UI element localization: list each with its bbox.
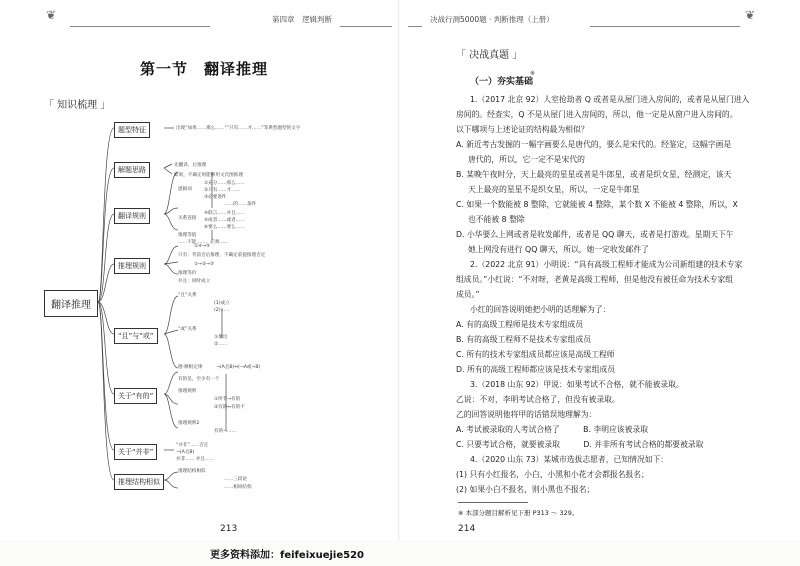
branch-note: ②…… bbox=[214, 342, 228, 347]
text-line: C. 所有的技术专家组成员都应该是高级工程师 bbox=[456, 350, 615, 359]
text-line: (2) 如果小白不报名，则小黑也不报名； bbox=[456, 485, 595, 494]
text-line: B. 某晚午夜时分，天上最亮的星星或者是牛郎星，或者是织女星，经测定，该天 bbox=[456, 170, 732, 179]
branch-structure-similarity: 推理结构相似 bbox=[114, 474, 164, 490]
branch-note: ②只有……才…… bbox=[204, 188, 241, 193]
branch-note: 关系连接 bbox=[178, 216, 197, 221]
branch-solving-ideas: 解题思路 bbox=[114, 162, 150, 178]
text-line: A. 有的高级工程师是技术专家组成员 bbox=[456, 320, 584, 329]
branch-note: “或”关系 bbox=[178, 327, 197, 332]
branch-note: 德·摩根定律 bbox=[178, 365, 203, 370]
section-title: 第一节 翻译推理 bbox=[140, 60, 269, 78]
branch-note: ①④→⑤ bbox=[194, 244, 211, 249]
branch-note: 推理等值 bbox=[178, 233, 197, 238]
text-line: 唐代的，所以，它一定不是宋代的 bbox=[468, 155, 585, 164]
header-rule bbox=[70, 26, 210, 27]
branch-note: 出现“如果……那么……”“只有……才……”等典型题型的文字 bbox=[176, 126, 301, 131]
text-line: 1.（2017 北京 92）人室抢劫者 Q 或者是从屋门进入房间的，或者是从屋门进入 bbox=[470, 95, 750, 104]
text-line: D. 小华要么上网或者是收发邮件，或者是 QQ 聊天，或者是打游戏。星期天下午 bbox=[456, 230, 734, 239]
branch-about-not: 关于“并非” bbox=[114, 444, 157, 460]
branch-note: 逻辑词 bbox=[178, 187, 192, 192]
header-rule bbox=[408, 26, 422, 27]
branch-note: 并非…… 并且…… bbox=[176, 457, 215, 462]
branch-note: ①→②→③ bbox=[194, 262, 215, 267]
branch-note: 并且：同时成立 bbox=[178, 279, 211, 284]
leaf-ornament-icon: ❦ bbox=[745, 8, 756, 22]
branch-note: ¬(A且B) bbox=[176, 450, 195, 455]
branch-and-or: “且”与“或” bbox=[114, 328, 158, 344]
branch-note: “并非”……否定 bbox=[176, 443, 209, 448]
text-line: A. 考试被录取的人考试合格了 B. 李明应该被录取 bbox=[456, 425, 648, 434]
text-line: 4.（2020 山东 73）某城市选拔志愿者，已知情况如下： bbox=[470, 455, 669, 464]
branch-note: ①所有→有的 bbox=[214, 397, 241, 402]
branch-translation-rules: 翻译规则 bbox=[114, 208, 150, 224]
footnote: ※ 本部分题目解析见下册 P313 ～ 329。 bbox=[458, 509, 579, 517]
branch-note: ①推出 bbox=[214, 335, 228, 340]
text-line: 她上网没有进行 QQ 聊天，所以，她一定收发邮件了 bbox=[468, 245, 649, 254]
branch-note: ……相同结构 bbox=[224, 485, 252, 490]
branch-question-features: 题型特征 bbox=[114, 122, 150, 138]
footnote-marker-icon: ※ bbox=[530, 70, 536, 77]
text-line: (1) 只有小红报名，小白、小黑和小花才会都报名报名； bbox=[456, 470, 649, 479]
branch-note: ⑥要么……要么…… bbox=[204, 225, 245, 230]
branch-note: ②有的↔有的不 bbox=[214, 405, 245, 410]
text-line: 天上最亮的星星不是织女星，所以，一定是牛郎星 bbox=[468, 185, 640, 194]
header-rule bbox=[590, 26, 740, 27]
left-page bbox=[0, 0, 400, 540]
text-line: 2.（2022 北京 91）小明说：“具有高级工程师才能成为公司新组建的技术专家 bbox=[470, 260, 743, 269]
header-rule bbox=[340, 26, 392, 27]
text-line: 也不能被 8 整除 bbox=[468, 215, 525, 224]
text-line: 3.（2018 山东 92）甲说：如果考试不合格，就不能被录取。 bbox=[470, 380, 684, 389]
text-line: C. 只要考试合格，就要被录取 D. 并非所有考试合格的都要被录取 bbox=[456, 440, 704, 449]
mind-map bbox=[44, 112, 388, 502]
footnote-rule bbox=[458, 502, 528, 503]
left-header: 第四章 逻辑判断 bbox=[272, 15, 332, 24]
branch-note: ①充分……那么…… bbox=[204, 181, 245, 186]
branch-note: 只有：肯前否后推理，不确定前提推理否定 bbox=[178, 253, 266, 258]
branch-note: (1)成立 bbox=[214, 301, 230, 306]
branch-note: ⑤或者……或者…… bbox=[204, 218, 245, 223]
text-line: 组成员。”小红说：“不对呀，老黄是高级工程师，但是他没有被任命为技术专家组 bbox=[456, 275, 734, 284]
branch-note: ……三段论 bbox=[224, 477, 247, 482]
branch-note: “且”关系 bbox=[178, 293, 197, 298]
text-line: 乙的回答说明他将甲的话错误地理解为： bbox=[456, 410, 597, 419]
text-line: 房间的。经查实，Q 不是从屋门进入房间的，所以，他一定是从窗户进入房间的。 bbox=[456, 110, 738, 119]
branch-note: ……不能……，必须…… bbox=[178, 240, 229, 245]
branch-note: (2)…… bbox=[214, 308, 230, 313]
branch-note: 先翻译，后推理 bbox=[174, 163, 207, 168]
text-line: 成员。” bbox=[456, 290, 480, 299]
page-number: 213 bbox=[220, 524, 238, 534]
branch-note: ……的……条件 bbox=[224, 202, 257, 207]
branch-note: ¬(A且B)⇔(¬A或¬B) bbox=[216, 365, 261, 370]
page-number: 214 bbox=[458, 524, 476, 534]
branch-about-some: 关于“有的” bbox=[114, 388, 157, 404]
branch-note: ④联言……并且…… bbox=[204, 211, 245, 216]
leaf-ornament-icon: ❦ bbox=[46, 8, 57, 22]
branch-note: 推理结构相似 bbox=[178, 469, 206, 474]
text-line: 以下哪项与上述论证的结构最为相似？ bbox=[456, 125, 589, 134]
branch-note: 如果，不确定时能够用文氏图推理 bbox=[174, 173, 243, 178]
text-line: 乙说：不对，李明考试合格了，但没有被录取。 bbox=[456, 395, 620, 404]
branch-note: 有的→…… bbox=[214, 429, 237, 434]
branch-note: ③必要条件 bbox=[204, 195, 227, 200]
footer-contact: 更多资料添加：feifeixuejie520 bbox=[210, 550, 364, 561]
text-line: C. 如果一个数能被 8 整除，它就能被 4 整除，某个数 X 不能被 4 整除，所以，X bbox=[456, 200, 738, 209]
text-line: A. 新近考古发掘的一幅字画要么是唐代的，要么是宋代的。经鉴定，这幅字画是 bbox=[456, 140, 732, 149]
right-header: 决战行测5000题 · 判断推理（上册） bbox=[430, 15, 554, 24]
text-line: D. 所有的高级工程师都应该是技术专家组成员 bbox=[456, 365, 616, 374]
branch-note: 有的是，至少有一个 bbox=[178, 377, 220, 382]
text-line: B. 有的高级工程师不是技术专家组成员 bbox=[456, 335, 592, 344]
real-questions-heading: 「 决战真题 」 bbox=[456, 50, 523, 61]
branch-note: 推理规则 bbox=[178, 389, 197, 394]
subsection-heading: （一）夯实基础 bbox=[470, 77, 534, 87]
branch-inference-rules: 推理规则 bbox=[114, 258, 150, 274]
mind-map-root: 翻译推理 bbox=[44, 290, 98, 317]
knowledge-heading: 「 知识梳理 」 bbox=[44, 100, 111, 111]
branch-note: 推理规则2 bbox=[178, 421, 200, 426]
text-line: 小红的回答说明她把小明的话理解为了： bbox=[470, 305, 611, 314]
branch-note: 推理等价 bbox=[178, 271, 197, 276]
